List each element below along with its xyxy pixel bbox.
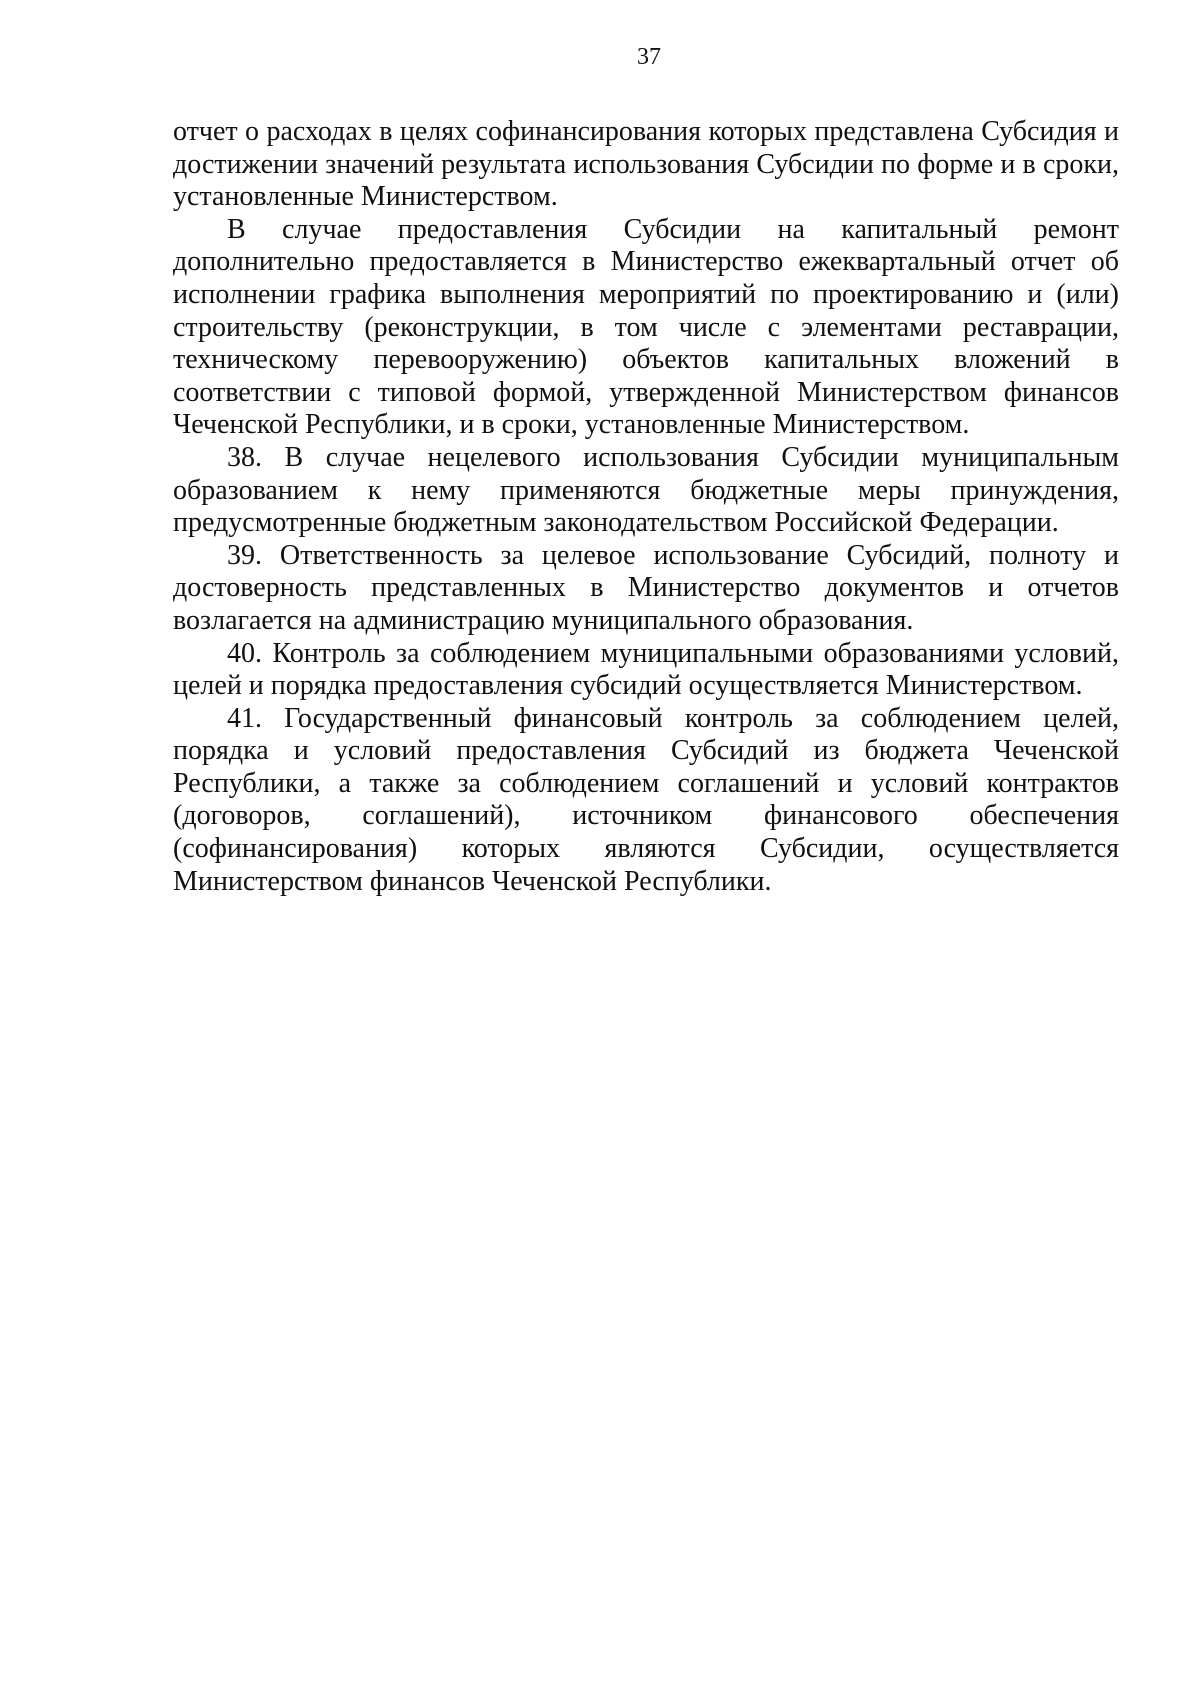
paragraph-41: 41. Государственный финансовый контроль за соблюдением целей, порядка и условий предоставления Субсидий из бюджета Чеченской Республики, а также за соблюдением соглашений и условий контрактов (договоров, соглашений), источником финансового обеспечения (софинансирования) которых являются Субсидии, осуществляется Министерством финансов Чеченской Республики. [173,702,1119,897]
paragraph-39: 39. Ответственность за целевое использование Субсидий, полноту и достоверность представленных в Министерство документов и отчетов возлагается на администрацию муниципального образования. [173,539,1119,636]
paragraph-40: 40. Контроль за соблюдением муниципальными образованиями условий, целей и порядка предоставления субсидий осуществляется Министерством. [173,637,1119,702]
document-body [173,116,1119,898]
paragraph-capital-repair: В случае предоставления Субсидии на капитальный ремонт дополнительно предоставляется в Министерство ежеквартальный отчет об исполнении графика выполнения мероприятий по проектированию и (или) строительству (реконструкции, в том числе с элементами реставрации, техническому перевооружению) объектов капитальных вложений в соответствии с типовой формой, утвержденной Министерством финансов Чеченской Республики, и в сроки, установленные Министерством. [173,213,1119,441]
paragraph-38: 38. В случае нецелевого использования Субсидии муниципальным образованием к нему применяются бюджетные меры принуждения, предусмотренные бюджетным законодательством Российской Федерации. [173,441,1119,539]
paragraph-continuation: отчет о расходах в целях софинансирования которых представлена Субсидия и достижении значений результата использования Субсидии по форме и в сроки, установленные Министерством. [173,116,1119,213]
page-number: 37 [637,44,661,70]
